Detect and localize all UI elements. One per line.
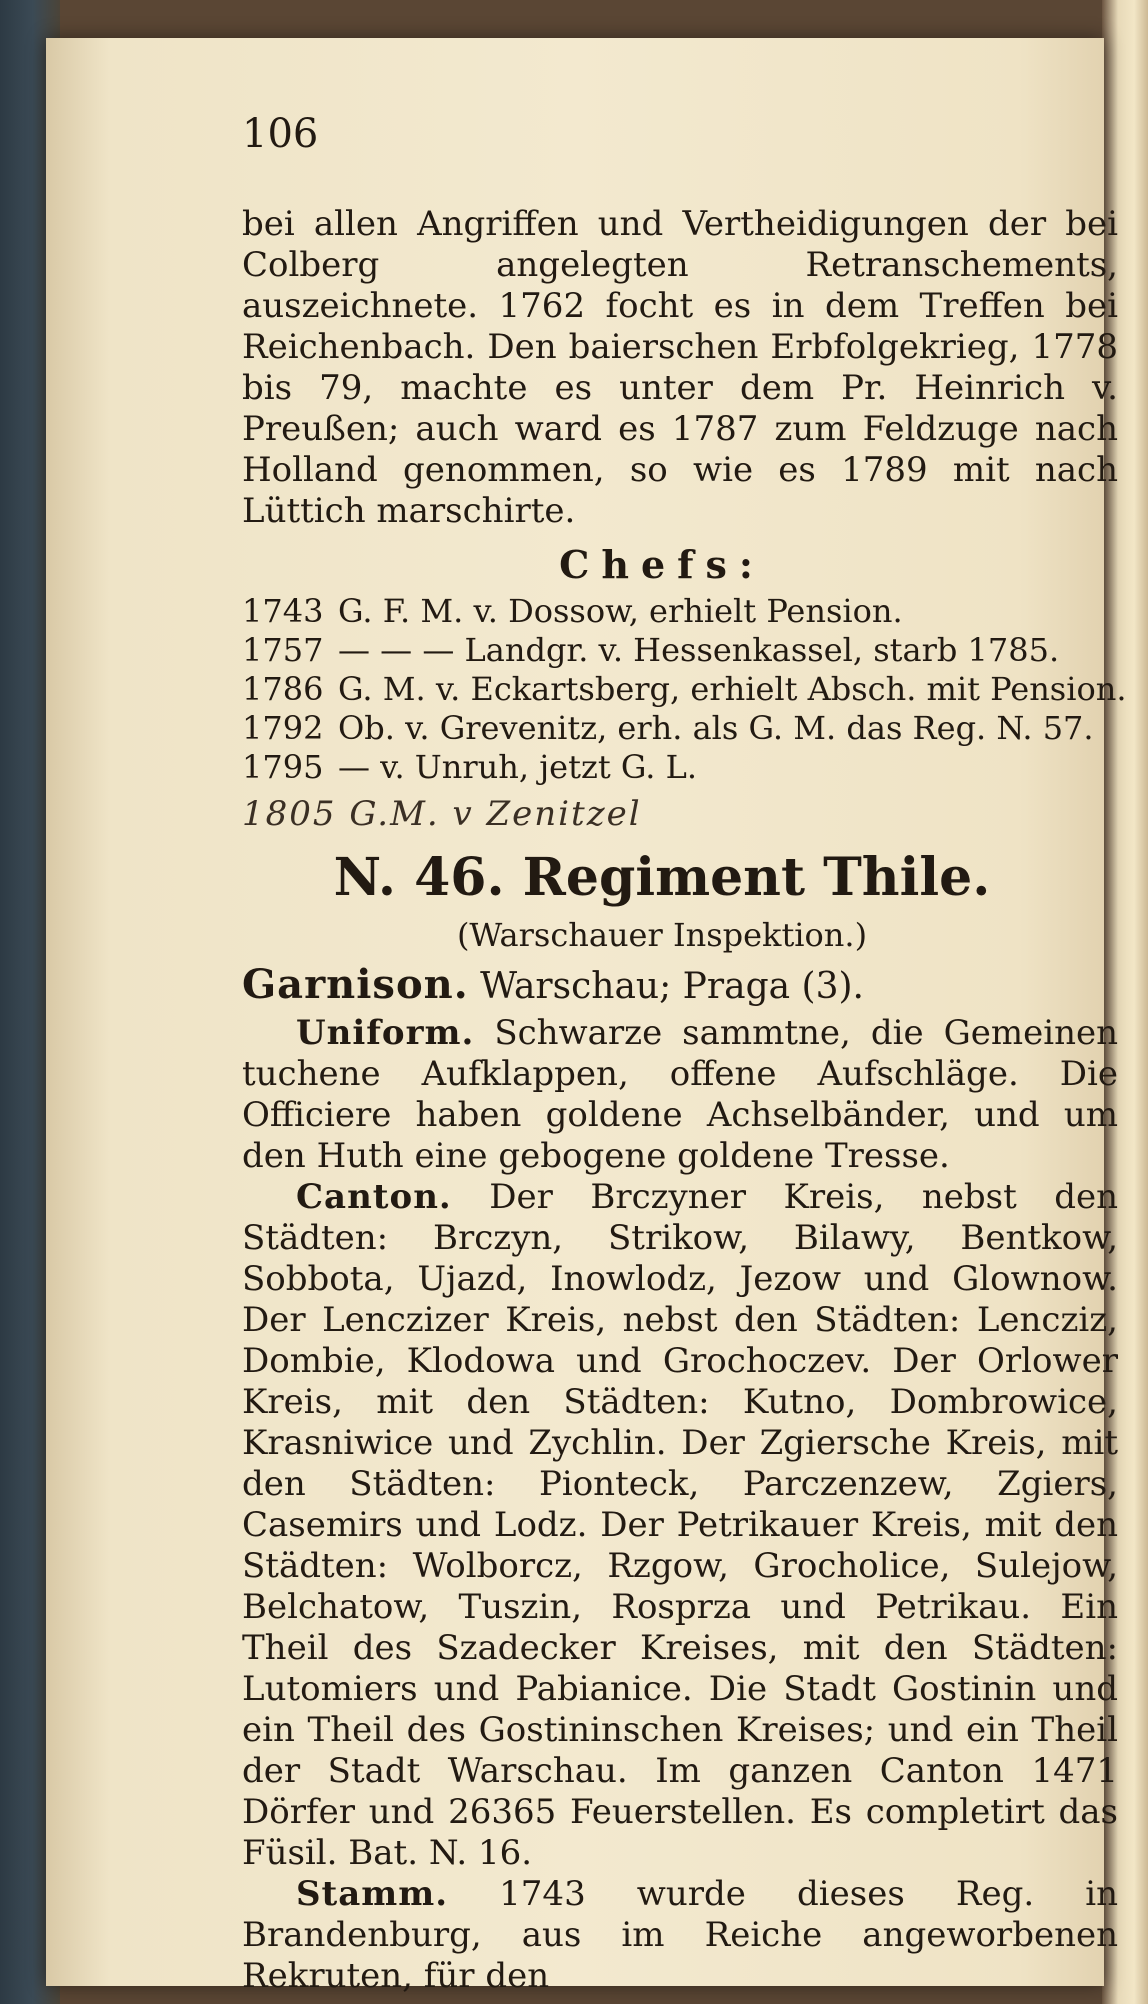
- canton-label: Canton.: [296, 1177, 452, 1217]
- garrison-label: Garnison.: [242, 961, 469, 1008]
- stamm-text: 1743 wurde dieses Reg. in Brandenburg, aus im Reiche angeworbenen Rekruten, für den: [242, 1874, 1118, 1996]
- stamm-paragraph: [194, 1874, 1130, 1997]
- page-number: 106: [242, 111, 319, 157]
- chef-year: 1757: [242, 631, 324, 669]
- uniform-paragraph: [194, 1013, 1130, 1177]
- chef-row: [194, 748, 1130, 787]
- stamm-label: Stamm.: [296, 1874, 449, 1914]
- chef-year: 1792: [242, 709, 324, 747]
- intro-paragraph: bei allen Angriffen und Vertheidigungen der bei Colberg angelegten Retranschements, auszeichnete. 1762 focht es in dem Treffen bei Reichenbach. Den baierschen Erbfolgekrieg, 1778 bis 79, machte es unter dem Pr. Heinrich v. Preußen; auch ward es 1787 zum Feldzuge nach Holland genommen, so wie es 1789 mit nach Lüttich marschirte.: [242, 204, 1118, 531]
- canton-paragraph: [194, 1177, 1130, 1874]
- chef-text: — v. Unruh, jetzt G. L.: [338, 748, 698, 786]
- uniform-text: Schwarze sammtne, die Gemeinen tuchene Aufklappen, offene Aufschläge. Die Officiere haben goldene Achselbänder, und um den Huth eine gebogene goldene Tresse.: [242, 1013, 1118, 1176]
- garrison-text: Warschau; Praga (3).: [480, 966, 864, 1007]
- chef-row: [194, 631, 1130, 670]
- chef-row: [194, 592, 1130, 631]
- chef-year: 1795: [242, 748, 324, 786]
- chef-text: G. M. v. Eckartsberg, erhielt Absch. mit Pension.: [338, 670, 1127, 708]
- canton-text: Der Brczyner Kreis, nebst den Städten: Brczyn, Strikow, Bilawy, Bentkow, Sobbota, Ujazd, Inowlodz, Jezow und Glownow. Der Lenczizer Kreis, nebst den Städten: Lencziz, Dombie, Klodowa und Grochoczev. Der Orlower Kreis, mit den Städten: Kutno, Dombrowice, Krasniwice und Zychlin. Der Zgiersche Kreis, mit den Städten: Pionteck, Parczenzew, Zgiers, Casemirs und Lodz. Der Petrikauer Kreis, mit den Städten: Wolborcz, Rzgow, Grocholice, Sulejow, Belchatow, Tuszin, Rosprza und Petrikau. Ein Theil des Szadecker Kreises, mit den Städten: Lutomiers und Pabianice. Die Stadt Gostinin und ein Theil des Gostininschen Kreises; und ein Theil der Stadt Warschau. Im ganzen Canton 1471 Dörfer und 26365 Feuerstellen. Es completirt das Füsil. Bat. N. 16.: [242, 1177, 1119, 1873]
- page-content: [194, 104, 1130, 1997]
- inspection-subtitle: (Warschauer Inspektion.): [456, 916, 868, 954]
- handwritten-annotation: 1805 G.M. v Zenitzel: [242, 794, 642, 834]
- regiment-title: N. 46. Regiment Thile.: [333, 847, 991, 908]
- chef-year: 1743: [242, 592, 324, 630]
- chef-year: 1786: [242, 670, 324, 708]
- chef-text: Ob. v. Grevenitz, erh. als G. M. das Reg. N. 57.: [338, 709, 1094, 747]
- chef-row: [194, 670, 1130, 709]
- garrison-line: [194, 961, 1130, 1011]
- book-page: [46, 38, 1127, 1996]
- chef-row: [194, 709, 1130, 748]
- chefs-list: [194, 592, 1130, 787]
- chefs-heading: Chefs:: [559, 542, 765, 587]
- chef-text: — — — Landgr. v. Hessenkassel, starb 1785.: [338, 631, 1060, 669]
- chef-text: G. F. M. v. Dossow, erhielt Pension.: [338, 592, 903, 630]
- uniform-label: Uniform.: [296, 1013, 475, 1053]
